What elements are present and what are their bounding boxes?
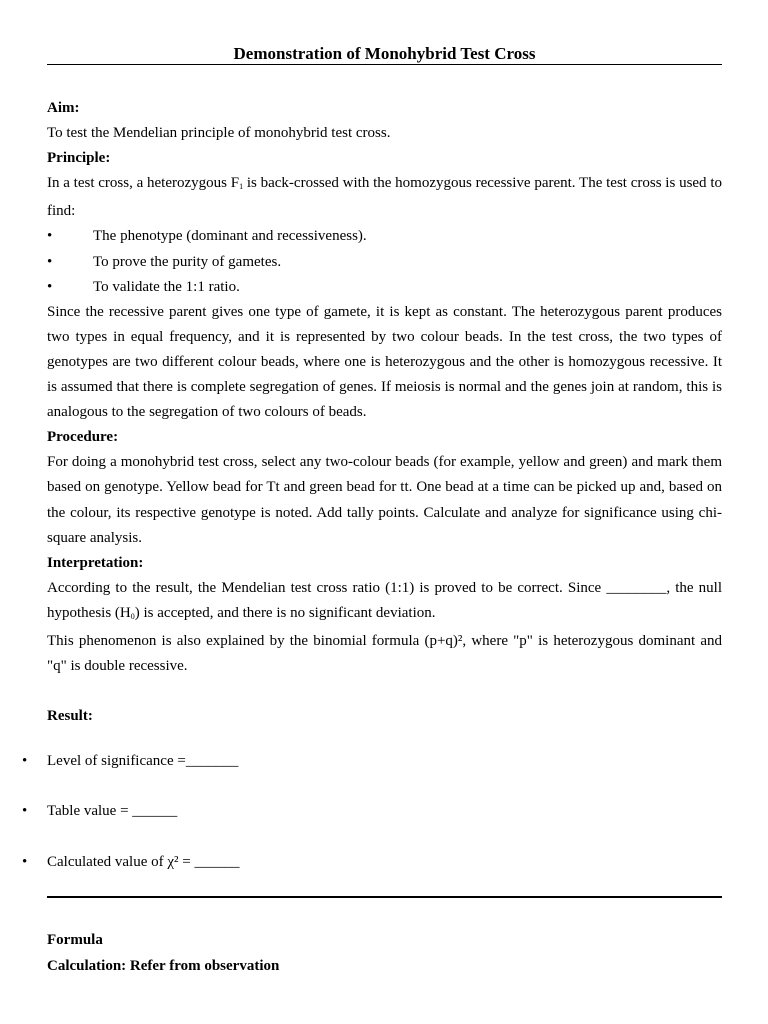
interpretation-text-end: ) is accepted, and there is no significant deviation. [134,604,436,621]
document-body [47,96,722,729]
interpretation-binomial: This phenomenon is also explained by the binomial formula (p+q)², where "p" is heterozygous dominant and "q" is double recessive. [47,632,722,675]
principle-bullet-text: To validate the 1:1 ratio. [93,278,240,295]
procedure-text: For doing a monohybrid test cross, select any two-colour beads (for example, yellow and green) and mark them based on genotype. Yellow bead for Tt and green bead for tt. One bead at a time can be picked up and, based on the colour, its respective genotype is noted. Add tally points. Calculate and analyze for significance using chi-square analysis. [47,454,722,546]
section-divider [47,896,722,898]
principle-heading: Principle: [47,150,111,167]
aim-text: To test the Mendelian principle of monohybrid test cross. [47,125,391,142]
result-item-text: Table value = ______ [47,803,178,820]
bullet-icon: • [47,228,53,245]
bullet-icon: • [22,853,28,870]
formula-heading: Formula [47,932,103,948]
principle-paragraph: Since the recessive parent gives one type of gamete, it is kept as constant. The heterozygous parent produces two types in equal frequency, and it is represented by two colour beads. In the test cross, the two types of genotypes are two different colour beads, where one is heterozygous and the other is homozygous recessive. It is assumed that there is complete segregation of genes. If meiosis is normal and the genes join at random, this is analogous to the segregation of two colours of beads. [47,303,722,421]
principle-bullet-text: To prove the purity of gametes. [93,253,282,270]
bullet-icon: • [22,753,28,769]
procedure-heading: Procedure: [47,429,119,446]
principle-bullet [47,275,722,300]
result-item-text: Calculated value of χ² = ______ [47,853,240,870]
interpretation-text [47,576,722,629]
interpretation-text-start: According to the result, the Mendelian test cross ratio (1:1) is proved to be correct. Since ________, the null hypothesis (H [47,579,722,621]
result-item [22,799,722,849]
bullet-icon: • [47,278,53,295]
principle-intro [47,171,722,224]
result-item [22,749,722,799]
principle-intro-end: is back-crossed with the homozygous recessive parent. The test cross is used to find: [47,175,722,220]
aim-heading: Aim: [47,100,80,116]
spacer [47,679,722,704]
principle-bullet [47,224,722,249]
title-underline [47,64,722,65]
h0-subscript: 0 [130,611,135,621]
footer-section [47,928,722,979]
document-title: Demonstration of Monohybrid Test Cross [233,44,536,63]
bullet-icon: • [22,803,28,820]
result-item [22,850,722,900]
principle-intro-start: In a test cross, a heterozygous F [47,175,240,192]
calculation-heading: Calculation: Refer from observation [47,957,280,974]
bullet-icon: • [47,253,53,270]
f1-subscript: 1 [239,182,244,192]
result-heading: Result: [47,708,93,725]
principle-bullet [47,250,722,275]
principle-bullet-text: The phenotype (dominant and recessiveness). [93,228,367,245]
interpretation-heading: Interpretation: [47,554,144,571]
result-list [22,749,722,900]
result-item-text: Level of significance =_______ [47,753,239,769]
